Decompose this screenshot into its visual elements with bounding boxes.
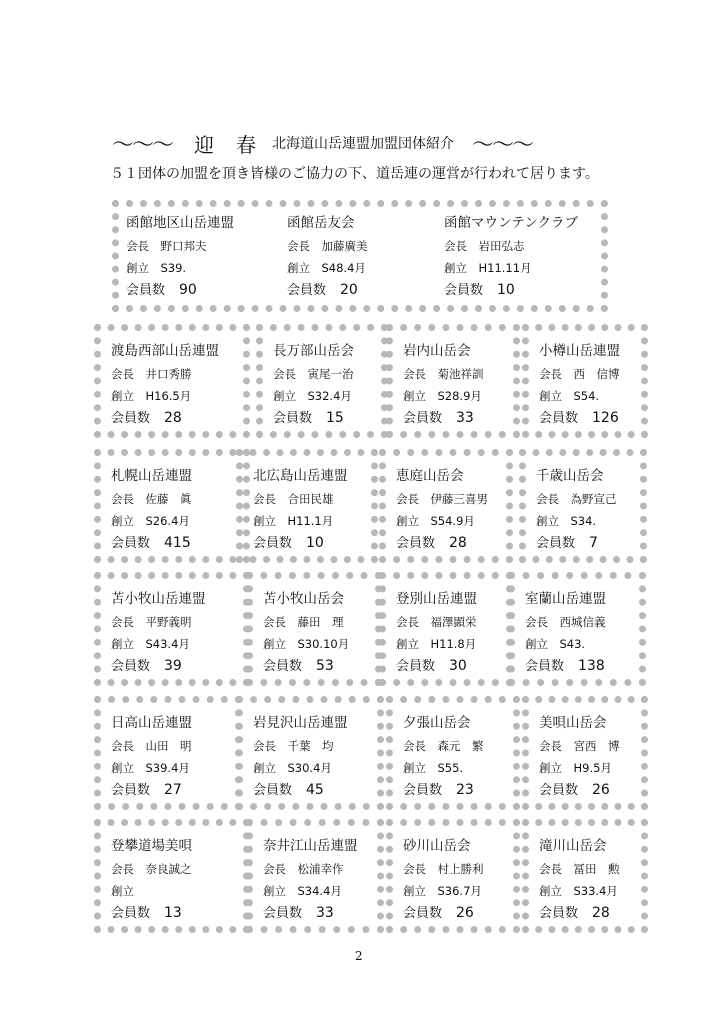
- group-name: 登別山岳連盟: [396, 591, 477, 607]
- group-leader: 会長 村上勝利: [403, 862, 484, 876]
- members-count: 7: [589, 535, 598, 551]
- group-leader: 会長 寅尾一治: [273, 367, 354, 381]
- group-card: [386, 324, 520, 438]
- group-founded: 創立 S32.4月: [273, 389, 352, 403]
- group-members: [539, 902, 637, 924]
- members-count: 28: [449, 535, 467, 551]
- group-members: [111, 779, 231, 801]
- members-count: 10: [306, 535, 324, 551]
- group-leader: 会長 菊池祥訓: [403, 367, 484, 381]
- members-count: 39: [164, 658, 182, 674]
- group-name: 滝川山岳会: [539, 838, 607, 854]
- members-count: 138: [578, 658, 605, 674]
- members-count: 10: [497, 282, 515, 298]
- members-count: 15: [326, 410, 344, 426]
- members-label: 会員数: [273, 411, 313, 426]
- members-label: 会員数: [403, 783, 443, 798]
- members-count: 126: [592, 410, 619, 426]
- group-name: 日高山岳連盟: [111, 715, 192, 731]
- group-leader: 会長 千葉 均: [253, 739, 334, 753]
- group-card: [283, 207, 433, 307]
- group-founded: 創立 S34.4月: [263, 884, 342, 898]
- group-name: 小樽山岳連盟: [539, 343, 620, 359]
- group-leader: 会長 岩田弘志: [444, 239, 525, 253]
- group-members: [111, 407, 239, 429]
- members-count: 13: [164, 905, 182, 921]
- members-count: 30: [449, 658, 467, 674]
- group-name: 苫小牧山岳連盟: [111, 591, 206, 607]
- group-card: [246, 819, 384, 933]
- members-label: 会員数: [111, 536, 151, 551]
- group-card: [522, 324, 648, 438]
- group-members: [403, 779, 509, 801]
- group-name: 函館マウンテンクラブ: [444, 215, 579, 231]
- group-name: 函館地区山岳連盟: [126, 215, 234, 231]
- group-card: [379, 572, 513, 686]
- group-name: 室蘭山岳連盟: [525, 591, 606, 607]
- members-label: 会員数: [111, 906, 151, 921]
- members-label: 会員数: [111, 783, 151, 798]
- group-members: [539, 407, 637, 429]
- group-members: [403, 902, 509, 924]
- group-name: 夕張山岳会: [403, 715, 471, 731]
- group-members: [111, 902, 239, 924]
- group-founded: 創立 S26.4月: [111, 514, 190, 528]
- group-card: [122, 207, 280, 307]
- group-founded: 創立 S36.7月: [403, 884, 482, 898]
- members-label: 会員数: [111, 659, 151, 674]
- members-label: 会員数: [539, 411, 579, 426]
- members-count: 28: [592, 905, 610, 921]
- group-name: 岩見沢山岳連盟: [253, 715, 348, 731]
- heading-word-1: 迎: [194, 132, 215, 157]
- group-name: 岩内山岳会: [403, 343, 471, 359]
- group-members: [111, 655, 239, 677]
- group-founded: 創立 H11.8月: [396, 637, 477, 651]
- group-members: [536, 532, 636, 554]
- page-heading: [112, 128, 632, 158]
- group-card: [522, 819, 648, 933]
- group-leader: 会長 松浦幸作: [263, 862, 344, 876]
- heading-subtitle: 北海道山岳連盟加盟団体紹介: [272, 136, 455, 152]
- members-label: 会員数: [525, 659, 565, 674]
- group-card: [236, 696, 384, 810]
- group-card: [522, 696, 648, 810]
- group-leader: 会長 藤田 理: [263, 615, 344, 629]
- page-number: 2: [355, 949, 363, 963]
- members-count: 415: [164, 535, 191, 551]
- group-leader: 会長 山田 明: [111, 739, 192, 753]
- group-name: 苫小牧山岳会: [263, 591, 344, 607]
- group-leader: 会長 福澤顕栄: [396, 615, 477, 629]
- group-members: [396, 532, 502, 554]
- group-founded: 創立 S30.10月: [263, 637, 350, 651]
- group-card: [508, 572, 646, 686]
- group-card: [94, 696, 242, 810]
- members-label: 会員数: [253, 783, 293, 798]
- group-founded: 創立 S43.: [525, 637, 586, 651]
- group-members: [525, 655, 635, 677]
- group-name: 奈井江山岳連盟: [263, 838, 358, 854]
- group-card: [94, 449, 250, 563]
- group-founded: 創立 S55.: [403, 761, 464, 775]
- heading-word-2: 春: [236, 132, 257, 157]
- members-label: 会員数: [396, 659, 436, 674]
- group-members: [263, 902, 373, 924]
- members-label: 会員数: [126, 283, 166, 298]
- group-members: [444, 279, 596, 301]
- group-founded: 創立 S54.9月: [396, 514, 475, 528]
- group-leader: 会長 伊藤三喜男: [396, 492, 488, 506]
- group-leader: 会長 冨田 勲: [539, 862, 620, 876]
- members-label: 会員数: [253, 536, 293, 551]
- group-members: [539, 779, 637, 801]
- group-leader: 会長 森元 繁: [403, 739, 484, 753]
- group-members: [287, 279, 429, 301]
- members-label: 会員数: [396, 536, 436, 551]
- group-founded: 創立 S39.4月: [111, 761, 190, 775]
- members-count: 90: [179, 282, 197, 298]
- group-card: [519, 449, 647, 563]
- group-founded: 創立 S39.: [126, 261, 187, 275]
- members-label: 会員数: [539, 906, 579, 921]
- group-founded: 創立 H9.5月: [539, 761, 612, 775]
- group-card: [379, 449, 513, 563]
- group-founded: 創立 S30.4月: [253, 761, 332, 775]
- group-founded: 創立 S43.4月: [111, 637, 190, 651]
- group-founded: 創立 H16.5月: [111, 389, 192, 403]
- group-card: [94, 819, 250, 933]
- group-leader: 会長 西 信博: [539, 367, 620, 381]
- group-leader: 会長 西城信義: [525, 615, 606, 629]
- group-founded: 創立 S34.: [536, 514, 597, 528]
- members-label: 会員数: [263, 659, 303, 674]
- group-founded: 創立 S33.4月: [539, 884, 618, 898]
- group-members: [263, 655, 371, 677]
- group-leader: 会長 井口秀勝: [111, 367, 192, 381]
- group-card: [236, 449, 378, 563]
- members-count: 33: [456, 410, 474, 426]
- group-leader: 会長 平野義明: [111, 615, 192, 629]
- group-founded: 創立 S28.9月: [403, 389, 482, 403]
- members-count: 23: [456, 782, 474, 798]
- wave-decoration-left: 〜〜〜: [112, 132, 173, 158]
- members-label: 会員数: [287, 283, 327, 298]
- group-card: [440, 207, 600, 307]
- members-label: 会員数: [403, 906, 443, 921]
- group-founded: 創立 H11.11月: [444, 261, 532, 275]
- group-card: [94, 324, 250, 438]
- group-card: [256, 324, 388, 438]
- members-count: 53: [316, 658, 334, 674]
- members-label: 会員数: [263, 906, 303, 921]
- group-members: [111, 532, 239, 554]
- members-count: 26: [592, 782, 610, 798]
- group-leader: 会長 佐藤 眞: [111, 492, 192, 506]
- group-leader: 会長 奈良誠之: [111, 862, 192, 876]
- group-members: [253, 779, 373, 801]
- group-name: 恵庭山岳会: [396, 468, 464, 484]
- group-leader: 会長 合田民雄: [253, 492, 334, 506]
- members-count: 20: [340, 282, 358, 298]
- group-leader: 会長 宮西 博: [539, 739, 620, 753]
- group-leader: 会長 加藤廣美: [287, 239, 368, 253]
- group-name: 砂川山岳会: [403, 838, 471, 854]
- group-name: 千歳山岳会: [536, 468, 604, 484]
- group-name: 登攀道場美唄: [111, 838, 192, 854]
- members-count: 33: [316, 905, 334, 921]
- group-name: 北広島山岳連盟: [253, 468, 348, 484]
- group-members: [253, 532, 367, 554]
- group-founded: 創立: [111, 884, 134, 898]
- group-founded: 創立 S54.: [539, 389, 600, 403]
- group-name: 長万部山岳会: [273, 343, 354, 359]
- group-leader: 会長 為野宣己: [536, 492, 617, 506]
- members-count: 45: [306, 782, 324, 798]
- members-label: 会員数: [539, 783, 579, 798]
- group-name: 美唄山岳会: [539, 715, 607, 731]
- group-card: [94, 572, 250, 686]
- group-name: 函館岳友会: [287, 215, 355, 231]
- members-label: 会員数: [111, 411, 151, 426]
- group-members: [126, 279, 276, 301]
- members-count: 27: [164, 782, 182, 798]
- wave-decoration-right: 〜〜〜: [472, 132, 533, 158]
- group-founded: 創立 H11.1月: [253, 514, 334, 528]
- group-card: [386, 696, 520, 810]
- group-members: [273, 407, 377, 429]
- group-card: [386, 819, 520, 933]
- group-leader: 会長 野口邦夫: [126, 239, 207, 253]
- members-label: 会員数: [403, 411, 443, 426]
- group-name: 渡島西部山岳連盟: [111, 343, 219, 359]
- group-card: [246, 572, 382, 686]
- members-count: 28: [164, 410, 182, 426]
- group-name: 札幌山岳連盟: [111, 468, 192, 484]
- group-founded: 創立 S48.4月: [287, 261, 366, 275]
- group-members: [396, 655, 502, 677]
- members-label: 会員数: [444, 283, 484, 298]
- members-label: 会員数: [536, 536, 576, 551]
- intro-text: ５１団体の加盟を頂き皆様のご協力の下、道岳連の運営が行われて居ります。: [110, 166, 599, 182]
- group-members: [403, 407, 509, 429]
- members-count: 26: [456, 905, 474, 921]
